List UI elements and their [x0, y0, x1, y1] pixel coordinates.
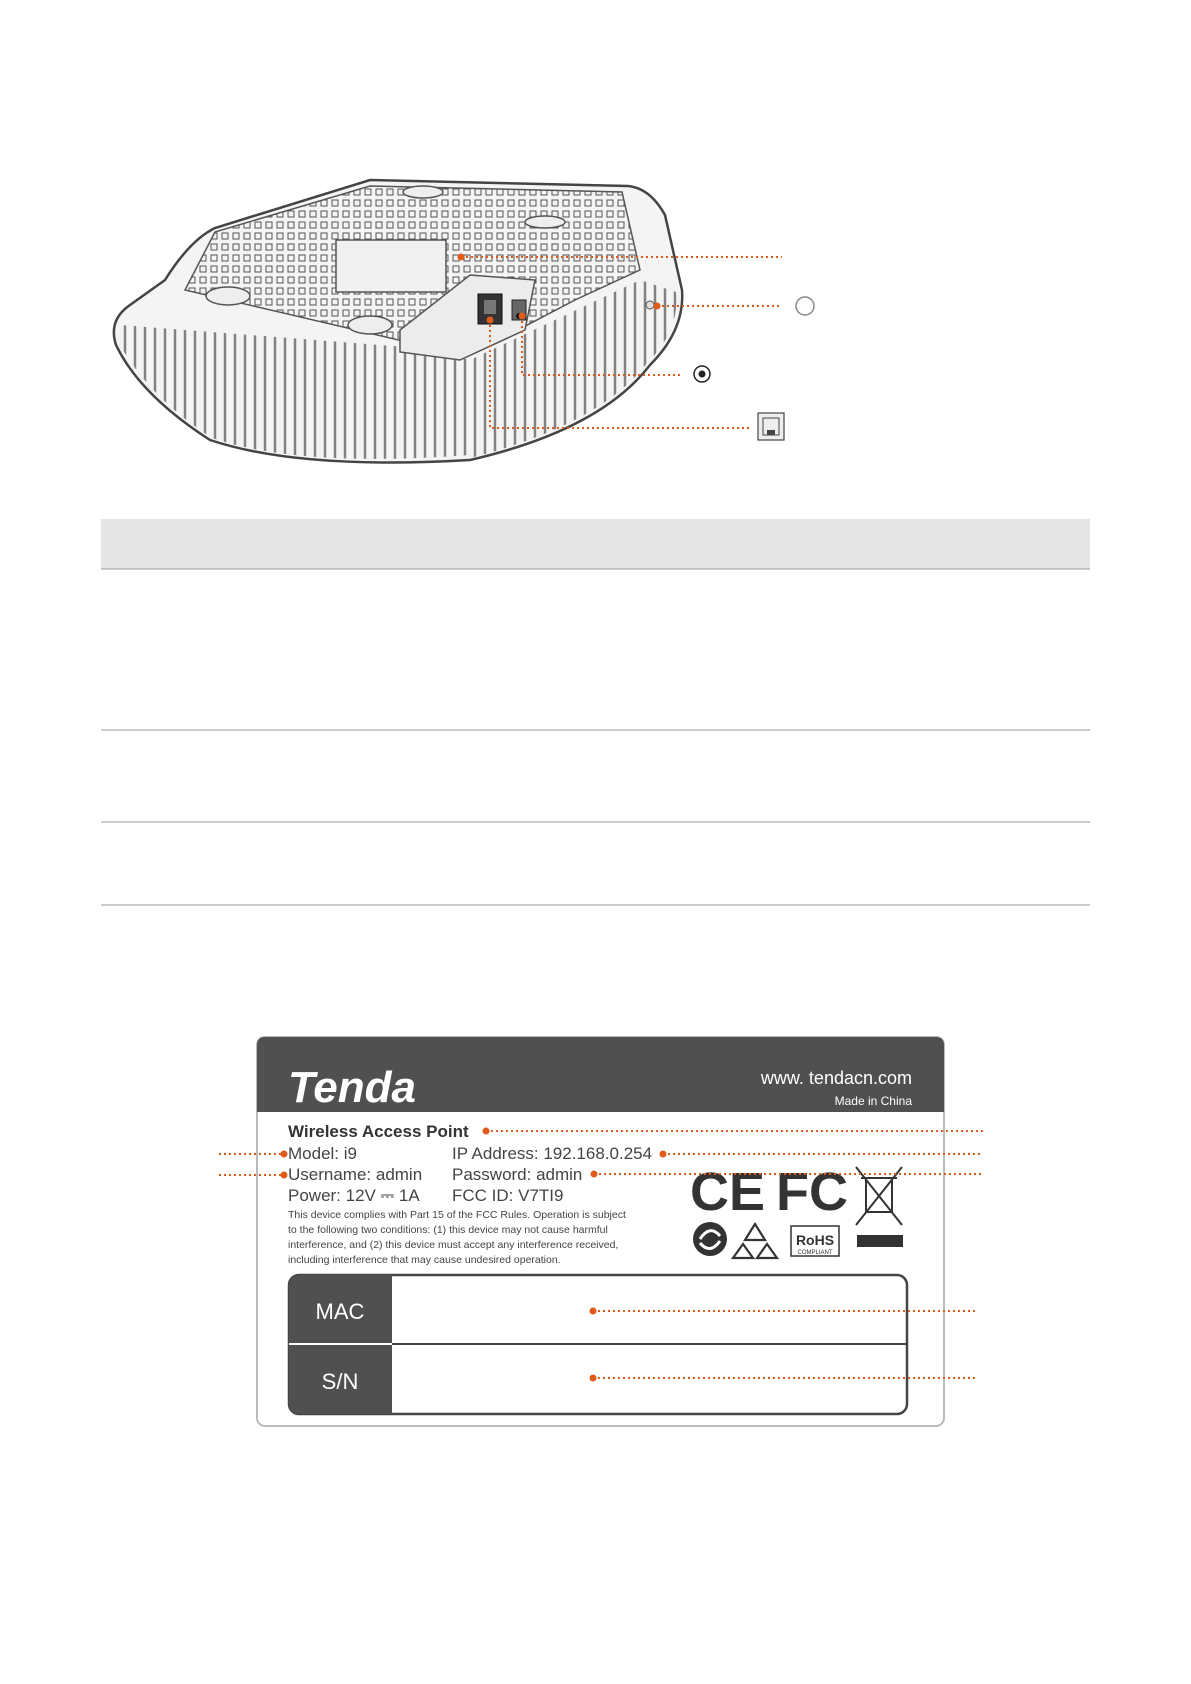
model-text: Model: i9: [288, 1144, 357, 1163]
product-label-figure: [0, 1000, 1191, 1480]
table-header: [101, 519, 1090, 569]
rohs-sub-text: COMPLIANT: [797, 1250, 833, 1256]
username-text: Username: admin: [288, 1165, 423, 1184]
compliance-line-1: This device complies with Part 15 of the FCC Rules. Operation is subject: [288, 1209, 626, 1221]
reset-button-icon: [694, 366, 710, 382]
led-indicator-icon: [796, 297, 814, 315]
website-text: www. tendacn.com: [760, 1068, 912, 1088]
made-in-text: Made in China: [834, 1094, 912, 1108]
power-text: Power: 12V ⎓ 1A: [288, 1186, 420, 1205]
fcc-id-text: FCC ID: V7TI9: [452, 1186, 564, 1205]
sn-label: S/N: [321, 1369, 359, 1394]
ip-address-text: IP Address: 192.168.0.254: [452, 1144, 653, 1163]
rohs-badge: [791, 1226, 839, 1256]
mac-label: MAC: [315, 1299, 365, 1324]
compliance-line-4: including interference that may cause undesired operation.: [288, 1254, 561, 1266]
rohs-text: RoHS: [795, 1232, 835, 1248]
description-table: [101, 519, 1090, 906]
password-text: Password: admin: [452, 1165, 583, 1184]
product-name: Wireless Access Point: [288, 1122, 469, 1141]
access-point-device: [114, 180, 682, 463]
compliance-line-2: to the following two conditions: (1) this device may not cause harmful: [288, 1224, 608, 1236]
ce-mark-icon: CE: [690, 1162, 766, 1222]
device-bottom-figure: [0, 0, 1191, 480]
green-dot-icon: [693, 1222, 727, 1256]
brand-logo: Tenda: [288, 1063, 416, 1112]
ethernet-port-icon: [758, 413, 784, 440]
product-label: [257, 1037, 944, 1426]
compliance-line-3: interference, and (2) this device must accept any interference received,: [288, 1239, 619, 1251]
fcc-mark-icon: FC: [776, 1162, 848, 1222]
